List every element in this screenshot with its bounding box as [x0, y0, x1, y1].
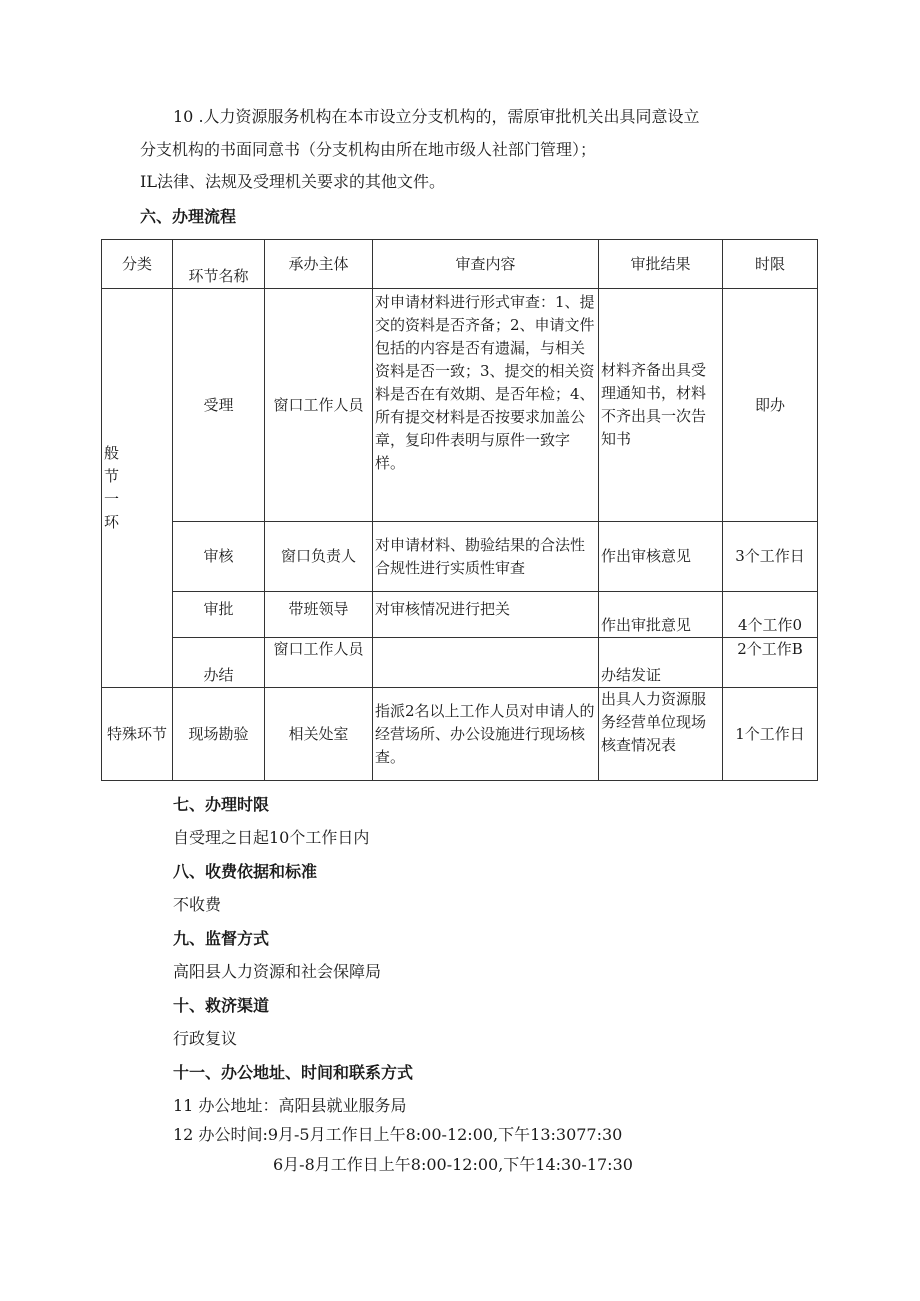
- step-cell: 办结: [173, 638, 265, 688]
- intro-line-1: 10 .人力资源服务机构在本市设立分支机构的，需原审批机关出具同意设立: [173, 107, 700, 126]
- intro-line-3: IL法律、法规及受理机关要求的其他文件。: [140, 172, 445, 191]
- office-hours-2: 6月-8月工作日上午8:00-12:00,下午14:30-17:30: [273, 1155, 633, 1174]
- content-cell: 对申请材料进行形式审查：1、提交的资料是否齐备；2、申请文件包括的内容是否有遗漏，与相关资料是否一致；3、提交的相关资料是否在有效期、是否年检；4、所有提交材料是否按要求加盖公章，复印件表明与原件一致字样。: [373, 289, 599, 522]
- category-general-cell: [102, 289, 173, 688]
- step-cell: 受理: [173, 289, 265, 522]
- result-cell: 出具人力资源服务经营单位现场核查情况表: [599, 688, 723, 781]
- category-char: 一: [104, 490, 120, 508]
- table-row: [102, 522, 818, 592]
- limit-cell: 3个工作日: [723, 522, 818, 592]
- result-cell: 材料齐备出具受理通知书，材料不齐出具一次告知书: [599, 289, 723, 522]
- section-9-heading: 九、监督方式: [173, 929, 270, 948]
- office-hours-1: 12 办公时间:9月-5月工作日上午8:00-12:00,下午13:3077:30: [173, 1125, 623, 1144]
- intro-line-2: 分支机构的书面同意书（分支机构由所在地市级人社部门管理）；: [140, 140, 597, 159]
- table-header-row: [102, 240, 818, 289]
- office-address: 11 办公地址：高阳县就业服务局: [173, 1096, 407, 1115]
- header-category: 分类: [102, 240, 173, 289]
- header-step: 环节名称: [173, 240, 265, 289]
- section-9-body: 高阳县人力资源和社会保障局: [173, 962, 382, 981]
- limit-cell: 4个工作0: [723, 592, 818, 638]
- content-cell: 指派2名以上工作人员对申请人的经营场所、办公设施进行现场核查。: [373, 688, 599, 781]
- header-limit: 时限: [723, 240, 818, 289]
- section-11-heading: 十一、办公地址、时间和联系方式: [173, 1063, 414, 1082]
- category-char: 环: [104, 513, 120, 531]
- limit-cell: 1个工作日: [723, 688, 818, 781]
- category-char: 般: [104, 444, 120, 462]
- process-table: [101, 239, 818, 781]
- section-7-body: 自受理之日起10个工作日内: [173, 828, 370, 847]
- section-7-heading: 七、办理时限: [173, 795, 270, 814]
- header-result: 审批结果: [599, 240, 723, 289]
- content-cell: 对审核情况进行把关: [373, 592, 599, 638]
- section-10-heading: 十、救济渠道: [173, 996, 270, 1015]
- table-row: [102, 592, 818, 638]
- category-char: 节: [104, 467, 120, 485]
- subject-cell: 窗口工作人员: [265, 289, 373, 522]
- step-cell: 审核: [173, 522, 265, 592]
- step-cell: 审批: [173, 592, 265, 638]
- limit-cell: 即办: [723, 289, 818, 522]
- result-cell: 作出审核意见: [599, 522, 723, 592]
- table-row: [102, 289, 818, 522]
- table-row: [102, 638, 818, 688]
- header-content: 审查内容: [373, 240, 599, 289]
- section-10-body: 行政复议: [173, 1029, 238, 1048]
- header-subject: 承办主体: [265, 240, 373, 289]
- limit-cell: 2个工作B: [723, 638, 818, 688]
- subject-cell: 相关处室: [265, 688, 373, 781]
- subject-cell: 带班领导: [265, 592, 373, 638]
- section-6-heading: 六、办理流程: [140, 207, 237, 226]
- table-row: [102, 688, 818, 781]
- content-cell: 对申请材料、勘验结果的合法性合规性进行实质性审查: [373, 522, 599, 592]
- content-cell: [373, 638, 599, 688]
- subject-cell: 窗口负责人: [265, 522, 373, 592]
- result-cell: 作出审批意见: [599, 592, 723, 638]
- step-cell: 现场勘验: [173, 688, 265, 781]
- category-special-cell: 特殊环节: [102, 688, 173, 781]
- section-8-heading: 八、收费依据和标准: [173, 862, 318, 881]
- section-8-body: 不收费: [173, 895, 222, 914]
- subject-cell: 窗口工作人员: [265, 638, 373, 688]
- result-cell: 办结发证: [599, 638, 723, 688]
